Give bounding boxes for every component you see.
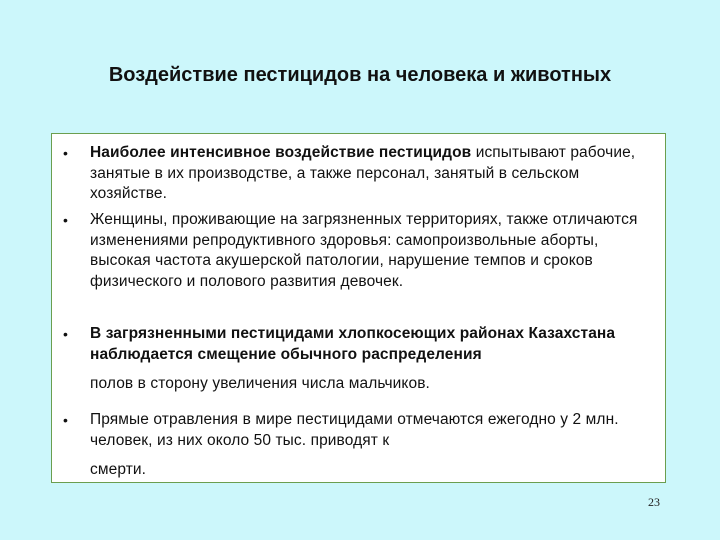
bullet-dot: • [63,145,68,161]
bullet-text [90,410,660,481]
page-number: 23 [648,495,660,509]
bullet-regular-text: испытывают рабочие, занятые в их производстве, а также персонал, занятый в сельском хозяйстве. [90,144,636,202]
bullet-dot: • [63,326,68,342]
bullet-bold-text: В загрязненными пестицидами хлопкосеющих районах Казахстана наблюдается смещение обычного распределения [90,325,616,363]
bullet-dot: • [63,412,68,428]
bullet-tail-text: полов в сторону увеличения числа мальчиков. [90,375,430,392]
bullet-tail-text: смерти. [90,461,147,478]
bullet-text [90,210,660,292]
bullet-dot: • [63,212,68,228]
bullet-regular-text: Женщины, проживающие на загрязненных территориях, также отличаются изменениями репродуктивного здоровья: самопроизвольные аборты, высокая частота акушерской патологии, нарушение темпов и сроков физического и полового развития девочек. [90,211,638,290]
slide-title: Воздействие пестицидов на человека и животных [108,64,612,86]
bullet-text [90,324,660,395]
bullet-text [90,143,660,205]
bullet-bold-text: Наиболее интенсивное воздействие пестицидов [90,144,472,161]
content-box [51,133,666,483]
bullet-regular-text: Прямые отравления в мире пестицидами отмечаются ежегодно у 2 млн. человек, из них около 50 тыс. приводят к [90,411,619,449]
